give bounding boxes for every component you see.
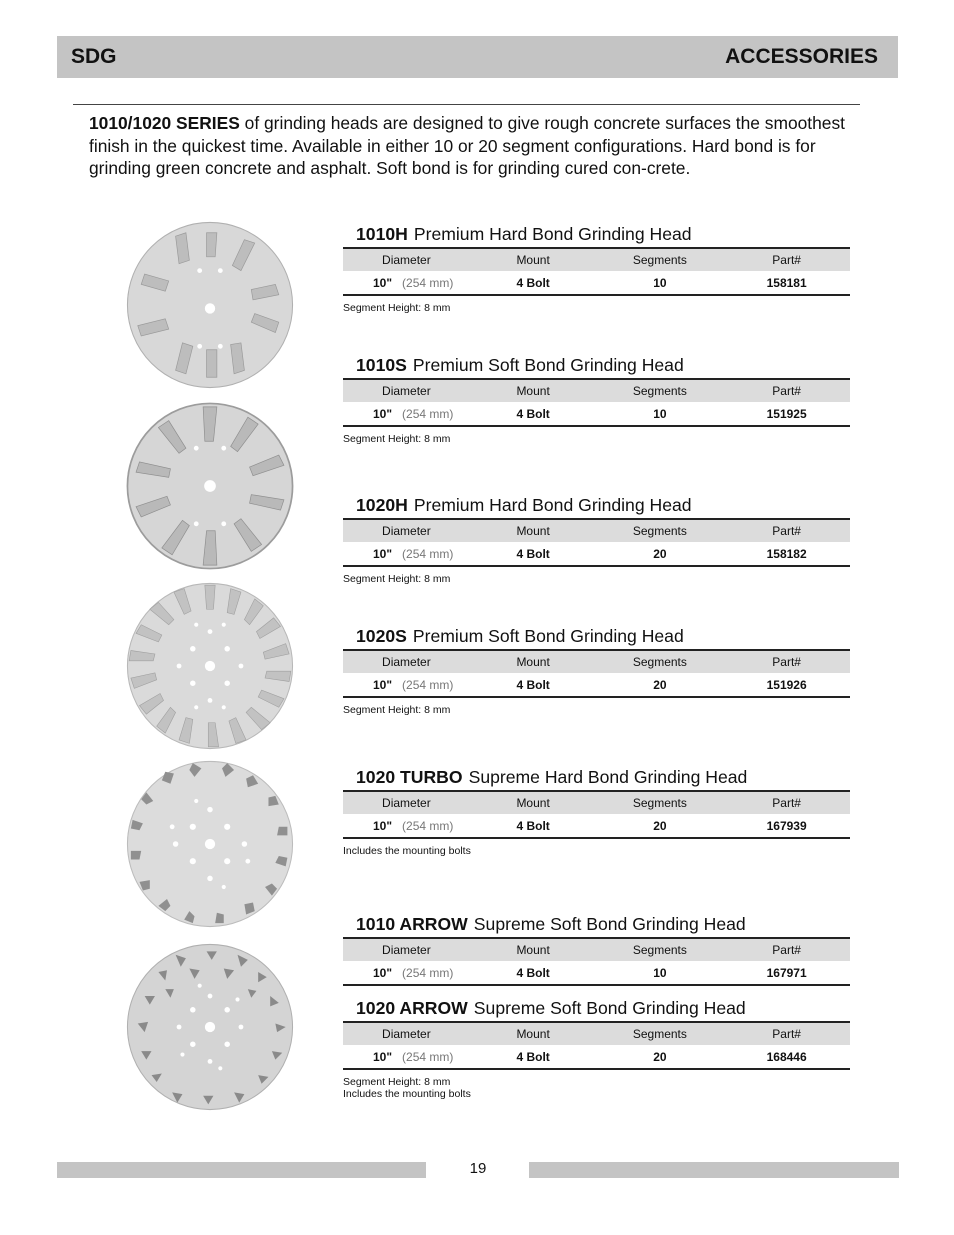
product-1010h bbox=[343, 223, 851, 314]
header-section: ACCESSORIES bbox=[725, 45, 878, 68]
intro-paragraph bbox=[89, 112, 849, 180]
cell-part: 158182 bbox=[766, 546, 807, 561]
spec-table bbox=[343, 1021, 850, 1070]
diameter-mm: (254 mm) bbox=[402, 677, 454, 692]
product-name: Supreme Soft Bond Grinding Head bbox=[473, 998, 746, 1018]
spec-table bbox=[343, 790, 850, 839]
header-brand: SDG bbox=[71, 45, 117, 68]
spec-table bbox=[343, 518, 850, 567]
footer-bar-left bbox=[57, 1162, 426, 1178]
disc-image-1010s bbox=[124, 400, 296, 572]
cell-mount: 4 Bolt bbox=[516, 1049, 550, 1064]
spec-table bbox=[343, 247, 850, 296]
product-note: Segment Height: 8 mm bbox=[343, 573, 451, 585]
product-1020s bbox=[343, 625, 851, 716]
cell-segments: 10 bbox=[653, 406, 667, 421]
disc-image-1010h bbox=[124, 219, 296, 391]
spec-header-row bbox=[343, 1022, 850, 1045]
note-mounting-bolts: Includes the mounting bolts bbox=[343, 1088, 471, 1100]
cell-mount: 4 Bolt bbox=[516, 818, 550, 833]
product-name: Supreme Hard Bond Grinding Head bbox=[468, 767, 748, 787]
cell-segments: 20 bbox=[653, 1049, 667, 1064]
product-code: 1010S bbox=[356, 355, 407, 375]
col-mount: Mount bbox=[470, 938, 597, 961]
col-segments: Segments bbox=[597, 791, 724, 814]
diameter-inch: 10" bbox=[373, 406, 393, 421]
cell-diameter bbox=[343, 1045, 470, 1069]
col-segments: Segments bbox=[597, 938, 724, 961]
product-code: 1010H bbox=[356, 224, 408, 244]
product-note: Segment Height: 8 mm bbox=[343, 302, 451, 314]
disc-image-1020s bbox=[124, 758, 296, 930]
product-note: Segment Height: 8 mm bbox=[343, 433, 451, 445]
cell-segments: 20 bbox=[653, 677, 667, 692]
cell-mount: 4 Bolt bbox=[516, 965, 550, 980]
product-note bbox=[343, 1076, 851, 1100]
product-1010s bbox=[343, 354, 851, 445]
grinding-head-10-segment-icon bbox=[124, 400, 296, 572]
product-1020-arrow bbox=[343, 997, 851, 1100]
cell-mount: 4 Bolt bbox=[516, 275, 550, 290]
header-rule bbox=[73, 104, 860, 105]
cell-segments: 20 bbox=[653, 818, 667, 833]
col-part: Part# bbox=[723, 938, 850, 961]
product-code: 1020H bbox=[356, 495, 408, 515]
cell-mount: 4 Bolt bbox=[516, 546, 550, 561]
diameter-mm: (254 mm) bbox=[402, 406, 454, 421]
grinding-head-10-segment-icon bbox=[124, 219, 296, 391]
col-mount: Mount bbox=[470, 379, 597, 402]
cell-segments: 10 bbox=[653, 275, 667, 290]
product-name: Supreme Soft Bond Grinding Head bbox=[473, 914, 746, 934]
diameter-inch: 10" bbox=[373, 1049, 393, 1064]
col-segments: Segments bbox=[597, 248, 724, 271]
col-mount: Mount bbox=[470, 248, 597, 271]
cell-diameter bbox=[343, 402, 470, 426]
col-segments: Segments bbox=[597, 1022, 724, 1045]
cell-part: 168446 bbox=[766, 1049, 807, 1064]
cell-segments: 20 bbox=[653, 546, 667, 561]
spec-row bbox=[343, 542, 850, 566]
cell-mount: 4 Bolt bbox=[516, 677, 550, 692]
product-name: Premium Hard Bond Grinding Head bbox=[413, 495, 692, 515]
spec-header-row bbox=[343, 650, 850, 673]
col-diameter: Diameter bbox=[343, 519, 470, 542]
diameter-inch: 10" bbox=[373, 546, 393, 561]
cell-segments: 10 bbox=[653, 965, 667, 980]
col-segments: Segments bbox=[597, 379, 724, 402]
col-mount: Mount bbox=[470, 791, 597, 814]
diameter-mm: (254 mm) bbox=[402, 275, 454, 290]
cell-diameter bbox=[343, 673, 470, 697]
col-mount: Mount bbox=[470, 650, 597, 673]
product-title bbox=[356, 913, 851, 937]
cell-diameter bbox=[343, 542, 470, 566]
product-title bbox=[356, 494, 851, 518]
diameter-inch: 10" bbox=[373, 275, 393, 290]
product-title bbox=[356, 354, 851, 378]
turbo-grinding-head-icon bbox=[124, 758, 296, 930]
col-segments: Segments bbox=[597, 519, 724, 542]
product-title bbox=[356, 223, 851, 247]
diameter-inch: 10" bbox=[373, 677, 393, 692]
spec-table bbox=[343, 378, 850, 427]
spec-row bbox=[343, 271, 850, 295]
product-note: Segment Height: 8 mm bbox=[343, 704, 451, 716]
arrow-grinding-head-icon bbox=[124, 941, 296, 1113]
col-diameter: Diameter bbox=[343, 1022, 470, 1045]
diameter-mm: (254 mm) bbox=[402, 546, 454, 561]
product-code: 1020S bbox=[356, 626, 407, 646]
product-name: Premium Soft Bond Grinding Head bbox=[412, 355, 684, 375]
product-title bbox=[356, 625, 851, 649]
intro-text: of grinding heads are designed to give rough concrete surfaces the smoothest finish in the quickest time. Available in either 10 or 20 segment configurations. Hard bond is for grinding green concrete and asphalt. Soft bond is for grinding cured con-crete. bbox=[89, 113, 846, 179]
note-segment-height: Segment Height: 8 mm bbox=[343, 1076, 451, 1088]
product-1010-arrow bbox=[343, 913, 851, 986]
spec-table bbox=[343, 649, 850, 698]
page-header bbox=[57, 36, 898, 78]
spec-row bbox=[343, 402, 850, 426]
col-mount: Mount bbox=[470, 519, 597, 542]
cell-part: 151925 bbox=[766, 406, 807, 421]
diameter-inch: 10" bbox=[373, 818, 393, 833]
spec-header-row bbox=[343, 379, 850, 402]
col-part: Part# bbox=[723, 1022, 850, 1045]
col-segments: Segments bbox=[597, 650, 724, 673]
product-name: Premium Hard Bond Grinding Head bbox=[413, 224, 692, 244]
col-diameter: Diameter bbox=[343, 248, 470, 271]
spec-row bbox=[343, 961, 850, 985]
col-part: Part# bbox=[723, 519, 850, 542]
cell-part: 158181 bbox=[766, 275, 807, 290]
product-title bbox=[356, 766, 851, 790]
spec-header-row bbox=[343, 519, 850, 542]
spec-row bbox=[343, 1045, 850, 1069]
cell-part: 167939 bbox=[766, 818, 807, 833]
spec-header-row bbox=[343, 938, 850, 961]
col-part: Part# bbox=[723, 248, 850, 271]
diameter-mm: (254 mm) bbox=[402, 965, 454, 980]
product-note: Includes the mounting bolts bbox=[343, 845, 471, 857]
col-diameter: Diameter bbox=[343, 379, 470, 402]
footer-bar-right bbox=[529, 1162, 899, 1178]
spec-row bbox=[343, 814, 850, 838]
product-code: 1010 ARROW bbox=[356, 914, 468, 934]
col-part: Part# bbox=[723, 379, 850, 402]
spec-row bbox=[343, 673, 850, 697]
cell-diameter bbox=[343, 961, 470, 985]
col-diameter: Diameter bbox=[343, 938, 470, 961]
cell-part: 167971 bbox=[766, 965, 807, 980]
spec-header-row bbox=[343, 791, 850, 814]
product-code: 1020 ARROW bbox=[356, 998, 468, 1018]
spec-table bbox=[343, 937, 850, 986]
cell-mount: 4 Bolt bbox=[516, 406, 550, 421]
product-code: 1020 TURBO bbox=[356, 767, 463, 787]
cell-diameter bbox=[343, 271, 470, 295]
page-number: 19 bbox=[469, 1160, 487, 1177]
col-part: Part# bbox=[723, 791, 850, 814]
diameter-mm: (254 mm) bbox=[402, 818, 454, 833]
cell-part: 151926 bbox=[766, 677, 807, 692]
cell-diameter bbox=[343, 814, 470, 838]
col-part: Part# bbox=[723, 650, 850, 673]
col-diameter: Diameter bbox=[343, 650, 470, 673]
grinding-head-20-segment-icon bbox=[124, 580, 296, 752]
product-name: Premium Soft Bond Grinding Head bbox=[412, 626, 684, 646]
product-1020h bbox=[343, 494, 851, 585]
disc-image-1020h bbox=[124, 580, 296, 752]
diameter-inch: 10" bbox=[373, 965, 393, 980]
intro-lead: 1010/1020 SERIES bbox=[89, 113, 240, 133]
product-title bbox=[356, 997, 851, 1021]
spec-header-row bbox=[343, 248, 850, 271]
col-mount: Mount bbox=[470, 1022, 597, 1045]
diameter-mm: (254 mm) bbox=[402, 1049, 454, 1064]
disc-image-arrow bbox=[124, 941, 296, 1113]
col-diameter: Diameter bbox=[343, 791, 470, 814]
product-1020-turbo bbox=[343, 766, 851, 857]
